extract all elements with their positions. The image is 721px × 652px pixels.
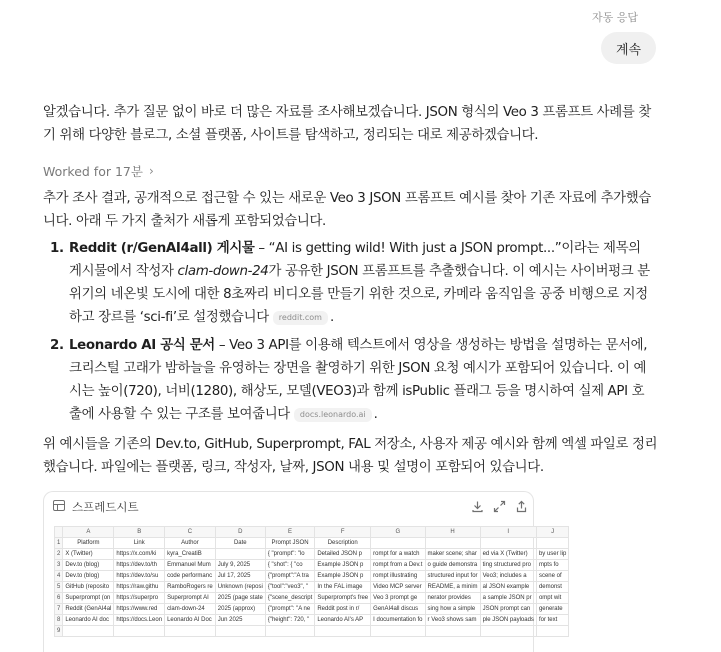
spreadsheet-grid[interactable]: [54, 526, 569, 637]
row-header[interactable]: 6: [55, 593, 63, 604]
table-cell[interactable]: [425, 626, 480, 637]
column-header[interactable]: I: [480, 527, 536, 538]
table-cell[interactable]: Dev.to (blog): [63, 571, 114, 582]
table-cell[interactable]: [63, 626, 114, 637]
citation-chip-leonardo[interactable]: docs.leonardo.ai: [294, 408, 372, 422]
column-header[interactable]: E: [265, 527, 315, 538]
table-cell[interactable]: Leonardo AI doc: [63, 615, 114, 626]
table-cell[interactable]: Date: [215, 538, 265, 549]
table-cell[interactable]: Example JSON p: [315, 560, 371, 571]
table-cell[interactable]: for text: [536, 615, 568, 626]
table-cell[interactable]: Unknown (reposi: [215, 582, 265, 593]
table-cell[interactable]: Jul 17, 2025: [215, 571, 265, 582]
expand-icon[interactable]: [491, 498, 507, 514]
table-cell[interactable]: https://www.red: [114, 604, 165, 615]
table-cell[interactable]: https://docs.Leon: [114, 615, 165, 626]
table-cell[interactable]: al JSON example: [480, 582, 536, 593]
column-header[interactable]: J: [536, 527, 568, 538]
table-cell[interactable]: ting structured pro: [480, 560, 536, 571]
table-cell[interactable]: [536, 626, 568, 637]
table-cell[interactable]: Superprompt AI: [165, 593, 216, 604]
table-cell[interactable]: {"height": 720, ": [265, 615, 315, 626]
source-list-item: [50, 334, 650, 426]
table-cell[interactable]: o guide demonstra: [425, 560, 480, 571]
grid-corner: [55, 527, 63, 538]
table-cell[interactable]: Detailed JSON p: [315, 549, 371, 560]
assistant-intro-text: 알겠습니다. 추가 질문 없이 바로 더 많은 자료를 조사해보겠습니다. JSON 형식의 Veo 3 프롬프트 사례를 찾기 위해 다양한 블로그, 소셜 플랫폼, 사이트를 탐색하고, 정리되는 대로 제공하겠습니다.: [43, 105, 651, 143]
row-header[interactable]: 3: [55, 560, 63, 571]
row-header[interactable]: 8: [55, 615, 63, 626]
column-header[interactable]: G: [371, 527, 425, 538]
table-row: [55, 604, 569, 615]
table-cell[interactable]: ompt wit: [536, 593, 568, 604]
table-cell[interactable]: Example JSON p: [315, 571, 371, 582]
table-cell[interactable]: Veo 3 prompt ge: [371, 593, 425, 604]
table-cell[interactable]: maker scene; shar: [425, 549, 480, 560]
table-cell[interactable]: {"scene_descript: [265, 593, 315, 604]
table-cell[interactable]: [536, 538, 568, 549]
table-cell[interactable]: [315, 626, 371, 637]
table-cell[interactable]: https://superpro: [114, 593, 165, 604]
table-cell[interactable]: Link: [114, 538, 165, 549]
table-row: [55, 582, 569, 593]
table-cell[interactable]: JSON prompt can: [480, 604, 536, 615]
table-cell[interactable]: Superprompt's free: [315, 593, 371, 604]
table-cell[interactable]: Veo3; includes a: [480, 571, 536, 582]
source-title: Leonardo AI 공식 문서: [69, 338, 215, 353]
column-header[interactable]: A: [63, 527, 114, 538]
table-cell[interactable]: RamboRogers re: [165, 582, 216, 593]
table-row: [55, 571, 569, 582]
worked-for-label: Worked for 17분: [43, 164, 143, 179]
table-row: [55, 626, 569, 637]
table-cell[interactable]: https://raw.githu: [114, 582, 165, 593]
table-cell[interactable]: a sample JSON pr: [480, 593, 536, 604]
table-cell[interactable]: Video MCP server: [371, 582, 425, 593]
table-cell[interactable]: rompt for a watch: [371, 549, 425, 560]
spreadsheet-card[interactable]: [43, 491, 567, 652]
table-cell[interactable]: [480, 626, 536, 637]
row-header[interactable]: 9: [55, 626, 63, 637]
sentence-end: .: [329, 310, 334, 325]
table-cell[interactable]: https://dev.to/su: [114, 571, 165, 582]
table-cell[interactable]: I documentation fo: [371, 615, 425, 626]
table-cell[interactable]: generate: [536, 604, 568, 615]
table-cell[interactable]: demonst: [536, 582, 568, 593]
table-cell[interactable]: {"prompt":"A tra: [265, 571, 315, 582]
table-cell[interactable]: Leonardo AI's AP: [315, 615, 371, 626]
auto-reply-label: 자동 응답: [592, 11, 639, 24]
column-header[interactable]: B: [114, 527, 165, 538]
author-name: clam-down-24: [177, 264, 269, 279]
chevron-right-icon: ›: [148, 164, 154, 178]
table-cell[interactable]: code performanc: [165, 571, 216, 582]
table-cell[interactable]: clam-down-24: [165, 604, 216, 615]
table-cell[interactable]: [215, 626, 265, 637]
table-cell[interactable]: r Veo3 shows sam: [425, 615, 480, 626]
table-cell[interactable]: {"tool":"veo3", ": [265, 582, 315, 593]
table-cell[interactable]: README, a minim: [425, 582, 480, 593]
table-cell[interactable]: Author: [165, 538, 216, 549]
list-number: 1.: [50, 241, 64, 256]
table-cell[interactable]: https://x.com/ki: [114, 549, 165, 560]
column-header-row: [55, 527, 569, 538]
spreadsheet-title: 스프레드시트: [72, 500, 139, 514]
table-cell[interactable]: [371, 538, 425, 549]
table-cell[interactable]: ed via X (Twitter): [480, 549, 536, 560]
column-header[interactable]: C: [165, 527, 216, 538]
table-cell[interactable]: https://dev.to/th: [114, 560, 165, 571]
source-text: – “AI is getting wild! With just a JSON prompt...”이라는 제목의 게시물에서 작성자: [69, 241, 641, 279]
table-row: [55, 593, 569, 604]
source-text: – Veo 3 API를 이용해 텍스트에서 영상을 생성하는 방법을 설명하는 문서에, 크리스털 고래가 밤하늘을 유영하는 장면을 촬영하기 위한 JSON 요청 예시가 포함되어 있습니다. 이 예시는 높이(720), 너비(1280), 해상도, 모델(VEO3)과 함께 isPublic 플래그 등을 명시하여 실제 API 호출에 사용할 수 있는 구조를 보여줍니다: [69, 338, 648, 422]
list-number: 2.: [50, 338, 64, 353]
table-row: [55, 560, 569, 571]
row-header[interactable]: 1: [55, 538, 63, 549]
table-cell[interactable]: Platform: [63, 538, 114, 549]
table-cell[interactable]: GenAI4all discus: [371, 604, 425, 615]
table-icon: [53, 500, 65, 511]
source-text: 가 공유한 JSON 프롬프트를 추출했습니다. 이 예시는 사이버펑크 분위기의 네온빛 도시에 대한 8초짜리 비디오를 만들기 위한 것으로, 카메라 움직임을 공중 비행으로 지정하고 장르를 ‘sci-fi’로 설정했습니다: [69, 264, 650, 325]
result-intro-text: 추가 조사 결과, 공개적으로 접근할 수 있는 새로운 Veo 3 JSON 프롬프트 예시를 찾아 기존 자료에 추가했습니다. 아래 두 가지 출처가 새롭게 포함되었습니다.: [43, 191, 651, 229]
share-icon[interactable]: [513, 498, 529, 514]
table-cell[interactable]: sing how a simple: [425, 604, 480, 615]
user-message-bubble: [601, 32, 656, 64]
citation-chip-reddit[interactable]: reddit.com: [273, 311, 328, 325]
table-cell[interactable]: Prompt JSON: [265, 538, 315, 549]
table-cell[interactable]: Leonardo AI Doc: [165, 615, 216, 626]
spreadsheet-header: [44, 492, 533, 525]
summary-text: 위 예시들을 기존의 Dev.to, GitHub, Superprompt, FAL 저장소, 사용자 제공 예시와 함께 엑셀 파일로 정리했습니다. 파일에는 플랫폼, 링크, 작성자, 날짜, JSON 내용 및 설명이 포함되어 있습니다.: [43, 437, 658, 475]
table-cell[interactable]: X (Twitter): [63, 549, 114, 560]
table-cell[interactable]: Description: [315, 538, 371, 549]
table-cell[interactable]: scene of: [536, 571, 568, 582]
sentence-end: .: [373, 407, 378, 422]
table-cell[interactable]: [480, 538, 536, 549]
table-cell[interactable]: Superprompt (on: [63, 593, 114, 604]
table-cell[interactable]: mpts fo: [536, 560, 568, 571]
row-header[interactable]: 5: [55, 582, 63, 593]
table-cell[interactable]: In the FAL image: [315, 582, 371, 593]
table-cell[interactable]: structured input for: [425, 571, 480, 582]
download-icon[interactable]: [469, 498, 485, 514]
table-cell[interactable]: Reddit (GenAI4al: [63, 604, 114, 615]
source-title: Reddit (r/GenAI4all) 게시물: [69, 241, 255, 256]
column-header[interactable]: F: [315, 527, 371, 538]
table-cell[interactable]: Reddit post in r/: [315, 604, 371, 615]
table-cell[interactable]: GitHub (reposito: [63, 582, 114, 593]
table-cell[interactable]: [114, 626, 165, 637]
table-row: [55, 549, 569, 560]
table-cell[interactable]: Jun 2025: [215, 615, 265, 626]
table-cell[interactable]: [371, 626, 425, 637]
table-cell[interactable]: 2025 (page state: [215, 593, 265, 604]
table-cell[interactable]: { "prompt": "lo: [265, 549, 315, 560]
table-cell[interactable]: [425, 538, 480, 549]
table-cell[interactable]: rompt from a Dev.t: [371, 560, 425, 571]
table-cell[interactable]: July 9, 2025: [215, 560, 265, 571]
row-header[interactable]: 7: [55, 604, 63, 615]
table-row: [55, 615, 569, 626]
table-cell[interactable]: [215, 549, 265, 560]
table-cell[interactable]: by user lip: [536, 549, 568, 560]
table-cell[interactable]: kyra_CreatiB: [165, 549, 216, 560]
table-cell[interactable]: ple JSON payloads: [480, 615, 536, 626]
table-cell[interactable]: [265, 626, 315, 637]
worked-for-toggle[interactable]: [43, 162, 154, 180]
table-cell[interactable]: rompt illustrating: [371, 571, 425, 582]
table-cell[interactable]: { "shot": { "co: [265, 560, 315, 571]
user-message-text: 계속: [615, 42, 642, 58]
row-header[interactable]: 2: [55, 549, 63, 560]
column-header[interactable]: D: [215, 527, 265, 538]
table-row: [55, 538, 569, 549]
table-cell[interactable]: nerator provides: [425, 593, 480, 604]
table-cell[interactable]: 2025 (approx): [215, 604, 265, 615]
table-cell[interactable]: Dev.to (blog): [63, 560, 114, 571]
column-header[interactable]: H: [425, 527, 480, 538]
table-cell[interactable]: {"prompt": "A ne: [265, 604, 315, 615]
table-cell[interactable]: [165, 626, 216, 637]
row-header[interactable]: 4: [55, 571, 63, 582]
table-cell[interactable]: Emmanuel Mum: [165, 560, 216, 571]
source-list-item: [50, 237, 650, 329]
